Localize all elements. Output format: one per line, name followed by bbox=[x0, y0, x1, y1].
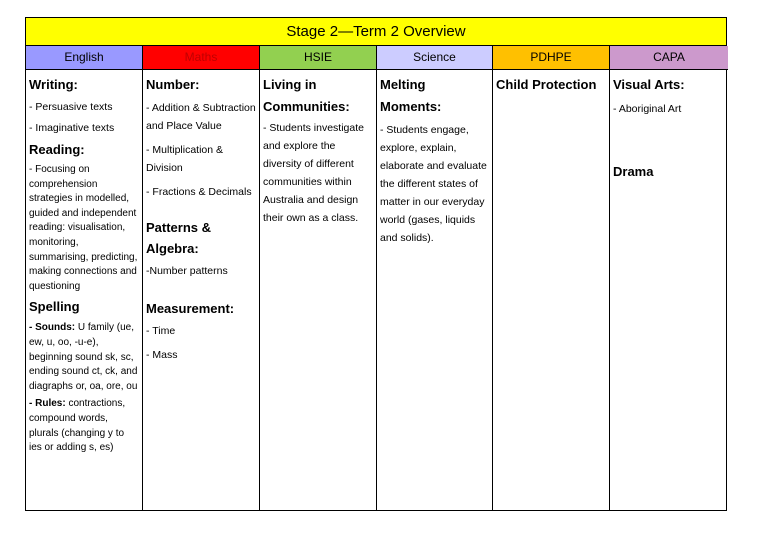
hsie-heading: Living in Communities: bbox=[263, 77, 350, 114]
science-heading: Melting Moments: bbox=[380, 77, 442, 114]
measurement-item: - Mass bbox=[146, 349, 178, 361]
writing-item: - Imaginative texts bbox=[29, 122, 115, 134]
number-heading: Number: bbox=[146, 77, 200, 92]
capa-column bbox=[610, 70, 728, 510]
rules-label: - Rules: bbox=[29, 398, 66, 410]
reading-heading: Reading: bbox=[29, 142, 85, 157]
overview-table bbox=[25, 17, 727, 511]
header-science: Science bbox=[377, 46, 493, 70]
sounds-detail: U family (ue, ew, u, oo, -u-e), beginning sound sk, sc, ending sound ct, ck, and diagraphs or, oa, ore, ou bbox=[29, 322, 138, 392]
pdhpe-heading: Child Protection bbox=[496, 77, 597, 92]
header-english: English bbox=[26, 46, 143, 70]
header-capa: CAPA bbox=[610, 46, 728, 70]
maths-column bbox=[143, 70, 260, 510]
reading-text: - Focusing on comprehension strategies in modelled, guided and independent reading: visualisation, monitoring, summarising, predicting, making connections and questioning bbox=[29, 164, 138, 292]
rules-text bbox=[29, 397, 139, 455]
number-item: - Multiplication & Division bbox=[146, 144, 224, 174]
hsie-column bbox=[260, 70, 377, 510]
sounds-label: - Sounds: bbox=[29, 322, 76, 334]
science-column bbox=[377, 70, 493, 510]
english-column bbox=[26, 70, 143, 510]
pdhpe-column bbox=[493, 70, 610, 510]
sounds-text bbox=[29, 321, 139, 394]
number-item: - Addition & Subtraction and Place Value bbox=[146, 102, 256, 132]
visual-arts-heading: Visual Arts: bbox=[613, 77, 685, 92]
header-pdhpe: PDHPE bbox=[493, 46, 610, 70]
visual-arts-item: - Aboriginal Art bbox=[613, 103, 682, 115]
writing-heading: Writing: bbox=[29, 77, 78, 92]
spelling-heading: Spelling bbox=[29, 299, 80, 315]
measurement-heading: Measurement: bbox=[146, 301, 235, 316]
table-title: Stage 2—Term 2 Overview bbox=[26, 18, 726, 46]
hsie-text: - Students investigate and explore the diversity of different communities within Australia and design their own as a class. bbox=[263, 122, 364, 224]
measurement-item: - Time bbox=[146, 325, 176, 337]
patterns-heading: Patterns & Algebra: bbox=[146, 220, 212, 256]
number-item: - Fractions & Decimals bbox=[146, 186, 252, 198]
drama-heading: Drama bbox=[613, 164, 654, 179]
science-text: - Students engage, explore, explain, elaborate and evaluate the different states of matter in our everyday world (gases, liquids and solids). bbox=[380, 124, 487, 244]
patterns-item: -Number patterns bbox=[146, 265, 228, 277]
rules-detail: contractions, compound words, plurals (changing y to ies or adding s, es) bbox=[29, 398, 126, 454]
header-hsie: HSIE bbox=[260, 46, 377, 70]
header-maths: Maths bbox=[143, 46, 260, 70]
writing-item: - Persuasive texts bbox=[29, 101, 113, 113]
